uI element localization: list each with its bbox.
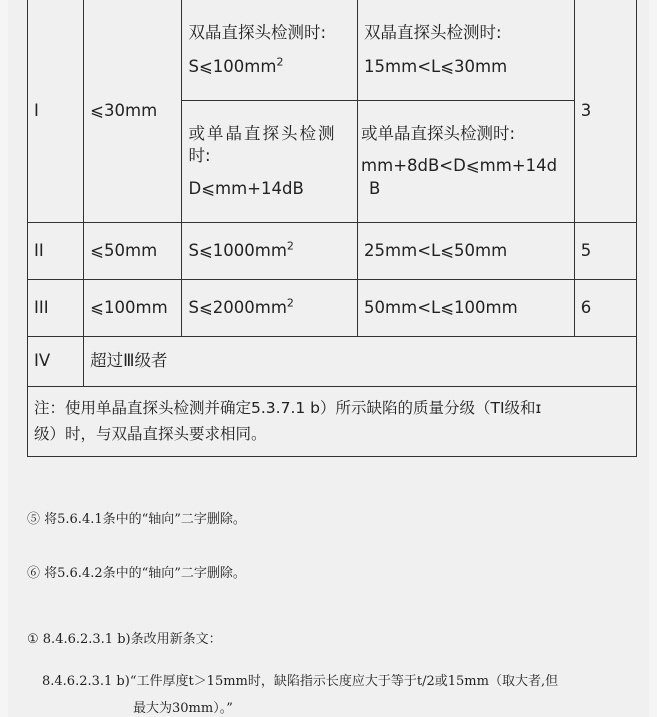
length-line: 双晶直探头检测时:: [364, 22, 502, 42]
area-exponent: 2: [286, 239, 294, 253]
table-row: [28, 387, 637, 457]
area-value: S⩽1000mm: [188, 240, 287, 260]
paragraph-item-1: ① 8.4.6.2.3.1 b)条改用新条文：: [27, 632, 222, 647]
area-line: D⩽mm+14dB: [188, 178, 304, 198]
area-value: S⩽100mm: [188, 57, 277, 76]
area-cell: [182, 0, 358, 101]
area-value: S⩽2000mm: [188, 297, 287, 317]
area-line: 或单晶直探头检测: [188, 124, 337, 144]
paragraph-item-6: ⑥ 将5.6.4.2条中的“轴向”二字删除。: [27, 566, 246, 581]
note-line: 注：使用单晶直探头检测并确定5.3.7.1 b）所示缺陷的质量分级（TI级和ɪ: [34, 399, 542, 417]
length-line: 或单晶直探头检测时:: [361, 124, 516, 144]
grade-cell: 5: [574, 223, 636, 280]
depth-cell: ⩽50mm: [84, 223, 182, 280]
paragraph-text: 8.4.6.2.3.1 b)“工件厚度t＞15mm时，缺陷指示长度应大于等于t/2或15mm（取大者,但: [42, 674, 559, 689]
table-row: [28, 223, 637, 280]
area-line: 时:: [188, 146, 211, 166]
level-cell: I: [28, 0, 84, 223]
length-line: B: [369, 178, 381, 198]
length-cell: 25mm<L⩽50mm: [358, 223, 575, 280]
length-cell: [358, 0, 575, 101]
length-line: 15mm<L⩽30mm: [364, 57, 508, 76]
level-cell: III: [28, 280, 84, 337]
grade-cell: 3: [574, 0, 636, 223]
length-cell: 50mm<L⩽100mm: [358, 280, 575, 337]
length-cell: [358, 101, 575, 223]
table-row: [28, 0, 637, 101]
length-line: mm+8dB<D⩽mm+14d: [361, 156, 558, 176]
level-cell: IV: [28, 337, 84, 387]
depth-cell: ⩽30mm: [84, 0, 182, 223]
depth-cell: ⩽100mm: [84, 280, 182, 337]
paragraph-text: 最大为30mm）。”: [133, 701, 233, 716]
level-description: 超过Ⅲ级者: [84, 337, 637, 387]
area-exponent: 2: [276, 55, 284, 69]
grade-cell: 6: [574, 280, 636, 337]
area-cell: [182, 223, 358, 280]
table-note: [28, 387, 637, 457]
area-cell: [182, 280, 358, 337]
area-exponent: 2: [286, 296, 294, 310]
quality-grade-table: [27, 0, 637, 457]
note-line: 级）时，与双晶直探头要求相同。: [34, 425, 267, 444]
paragraph-item-5: ⑤ 将5.6.4.1条中的“轴向”二字删除。: [27, 512, 246, 527]
level-cell: II: [28, 223, 84, 280]
area-line: [188, 56, 351, 78]
table-row: [28, 280, 637, 337]
area-cell: [182, 101, 358, 223]
area-line: 双晶直探头检测时:: [188, 22, 327, 42]
table-row: [28, 337, 637, 387]
